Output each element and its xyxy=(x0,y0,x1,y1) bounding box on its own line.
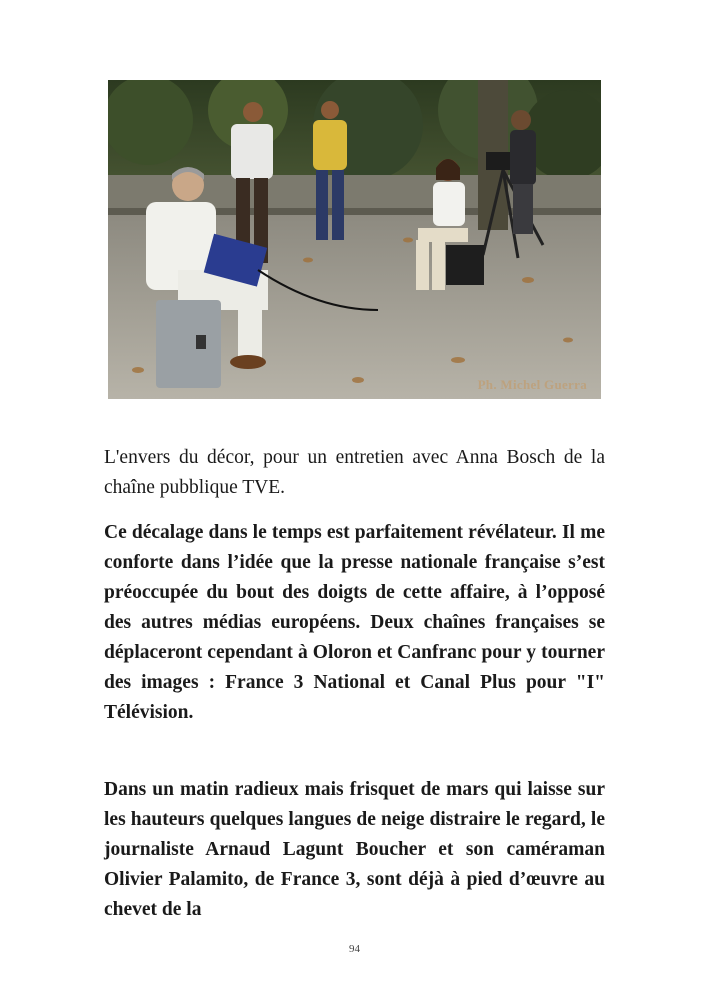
paragraph-1: Ce décalage dans le temps est parfaitement révélateur. Il me conforte dans l’idée que la presse nationale française s’est préoccupée du bout des doigts de cette affaire, à l’opposé des autres médias européens. Deux chaînes françaises se déplaceront cependant à Oloron et Canfranc pour y tourner des images : France 3 National et Canal Plus pour "I" Télévision. xyxy=(104,522,605,723)
page-number: 94 xyxy=(349,943,360,955)
interview-photo xyxy=(108,80,601,399)
photo-illustration xyxy=(108,80,601,399)
photo-credit: Ph. Michel Guerra xyxy=(477,377,587,392)
photo-caption: L'envers du décor, pour un entretien avec Anna Bosch de la chaîne pubblique TVE. xyxy=(104,447,605,498)
paragraph-2: Dans un matin radieux mais frisquet de mars qui laisse sur les hauteurs quelques langues de neige distraire le regard, le journaliste Arnaud Lagunt Boucher et son caméraman Olivier Palamito, de France 3, sont déjà à pied d’œuvre au chevet de la xyxy=(104,779,605,920)
